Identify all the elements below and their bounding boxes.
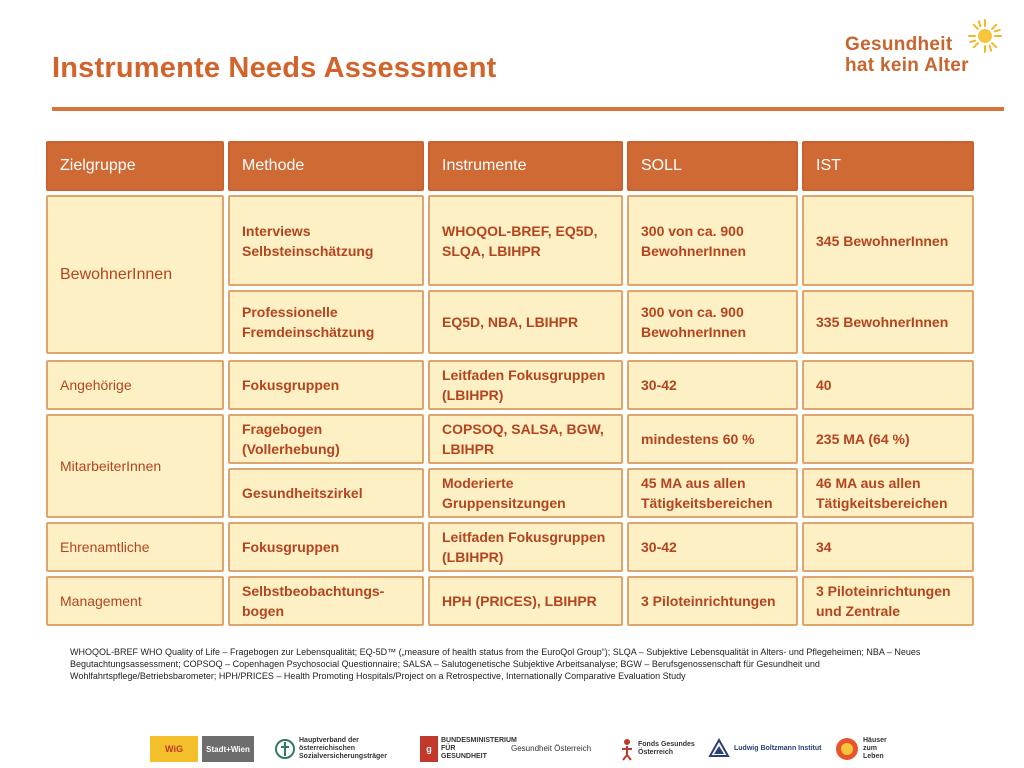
goe-logo-text: Gesundheit Österreich	[511, 744, 592, 753]
cell-methode: Fragebogen (Vollerhebung)	[228, 414, 424, 464]
abbreviations-footnote: WHOQOL-BREF WHO Quality of Life – Fragebogen zur Lebensqualität; EQ-5D™ („measure of health status from the EuroQol Group“); SLQA – Subjektive Lebensqualität in Alters- und Pflegeheimen; NBA – Neues Begutachtungsassessment; COPSOQ – Copenhagen Psychosocial Questionnaire; SALSA – Salutogenetische Subjektive Arbeitsanalyse; BGW – Berufsgenossenschaft für Gesundheit und Wohlfahrtspflege/Betriebsbarometer; HPH/PRICES – Health Promoting Hospitals/Project on a Retrospective, Internationally Comparative Evaluation Study	[70, 647, 921, 681]
cell-ist: 46 MA aus allen Tätigkeitsbereichen	[802, 468, 974, 518]
ministerium-logo-text: BUNDESMINISTERIUM FÜR GESUNDHEIT	[441, 737, 517, 760]
header-methode: Methode	[228, 141, 424, 191]
cell-ist: 40	[802, 360, 974, 410]
group-ehrenamtliche: Ehrenamtliche	[46, 522, 224, 572]
haeuser-sun-icon	[834, 736, 860, 762]
cell-methode: Interviews Selbsteinschätzung	[228, 195, 424, 286]
brand-line-2: hat kein Alter	[845, 55, 969, 76]
cell-soll: mindestens 60 %	[627, 414, 798, 464]
header-soll: SOLL	[627, 141, 798, 191]
wig-logo	[150, 732, 198, 766]
fgoe-logo	[620, 732, 700, 766]
cell-instrumente: Moderierte Gruppensitzungen	[428, 468, 623, 518]
hauptverband-logo	[275, 732, 409, 766]
cell-ist: 3 Piloteinrichtungen und Zentrale	[802, 576, 974, 626]
cell-ist: 235 MA (64 %)	[802, 414, 974, 464]
stadt-wien-logo-text: Stadt+Wien	[202, 736, 254, 762]
hauptverband-emblem-icon	[275, 737, 295, 761]
fgoe-figure-icon	[620, 737, 634, 761]
lbi-emblem-icon	[708, 738, 730, 760]
cell-methode: Professionelle Fremdeinschätzung	[228, 290, 424, 354]
brand-line-1: Gesundheit	[845, 34, 953, 55]
group-angehoerige: Angehörige	[46, 360, 224, 410]
cell-soll: 45 MA aus allen Tätigkeitsbereichen	[627, 468, 798, 518]
cell-soll: 3 Piloteinrichtungen	[627, 576, 798, 626]
cell-methode: Fokusgruppen	[228, 360, 424, 410]
group-management: Management	[46, 576, 224, 626]
cell-soll: 30-42	[627, 522, 798, 572]
cell-ist: 34	[802, 522, 974, 572]
goe-logo	[511, 732, 601, 766]
cell-soll: 300 von ca. 900 BewohnerInnen	[627, 195, 798, 286]
group-mitarbeiterinnen: MitarbeiterInnen	[46, 414, 224, 518]
ministerium-logo	[420, 732, 517, 766]
header-instrumente: Instrumente	[428, 141, 623, 191]
haeuser-logo-text: Häuser zum Leben	[863, 737, 887, 760]
cell-instrumente: WHOQOL-BREF, EQ5D, SLQA, LBIHPR	[428, 195, 623, 286]
cell-ist: 345 BewohnerInnen	[802, 195, 974, 286]
lbi-logo	[708, 732, 822, 766]
header-zielgruppe: Zielgruppe	[46, 141, 224, 191]
cell-instrumente: HPH (PRICES), LBIHPR	[428, 576, 623, 626]
partner-logos	[0, 732, 1024, 768]
title-divider	[52, 107, 1004, 111]
lbi-logo-text: Ludwig Boltzmann Institut	[734, 745, 822, 752]
cell-ist: 335 BewohnerInnen	[802, 290, 974, 354]
header-ist: IST	[802, 141, 974, 191]
fgoe-logo-text: Fonds Gesundes Österreich	[638, 741, 695, 756]
ministerium-g-icon: g	[420, 736, 438, 762]
stadt-wien-logo	[202, 732, 254, 766]
cell-soll: 30-42	[627, 360, 798, 410]
cell-instrumente: EQ5D, NBA, LBIHPR	[428, 290, 623, 354]
cell-instrumente: COPSOQ, SALSA, BGW, LBIHPR	[428, 414, 623, 464]
brand-logo	[845, 34, 969, 76]
hauptverband-logo-text: Hauptverband der österreichischen Sozialversicherungsträger	[299, 737, 387, 760]
group-bewohnerinnen: BewohnerInnen	[46, 195, 224, 354]
cell-methode: Gesundheitszirkel	[228, 468, 424, 518]
sun-icon	[967, 18, 1003, 54]
cell-methode: Selbstbeobachtungs-bogen	[228, 576, 424, 626]
cell-soll: 300 von ca. 900 BewohnerInnen	[627, 290, 798, 354]
haeuser-logo	[834, 732, 899, 766]
cell-instrumente: Leitfaden Fokusgruppen (LBIHPR)	[428, 522, 623, 572]
page-title: Instrumente Needs Assessment	[52, 52, 497, 84]
cell-instrumente: Leitfaden Fokusgruppen (LBIHPR)	[428, 360, 623, 410]
wig-logo-text: WiG	[150, 736, 198, 762]
cell-methode: Fokusgruppen	[228, 522, 424, 572]
